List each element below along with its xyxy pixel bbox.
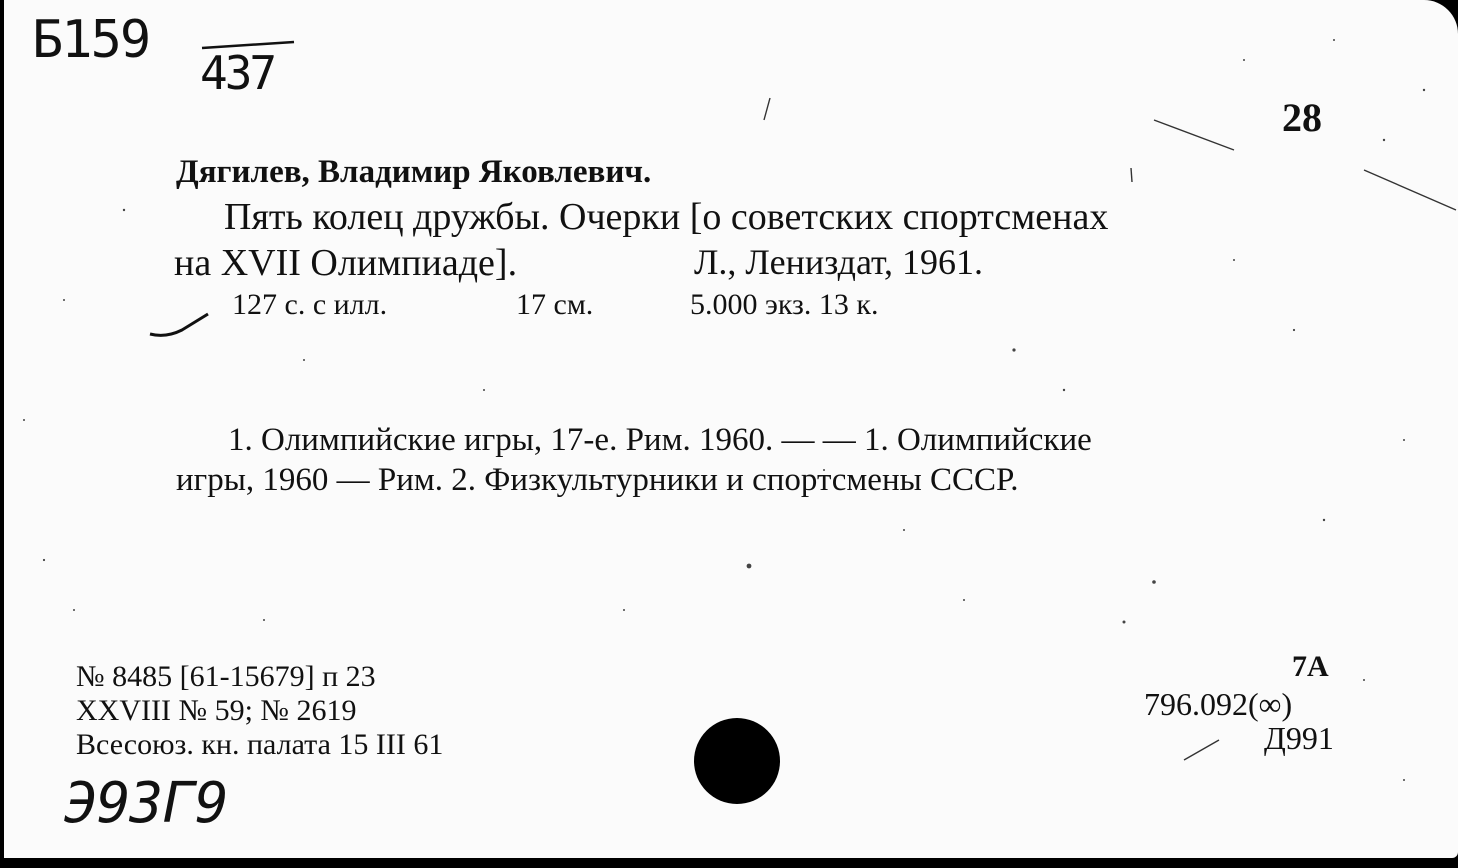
title-line-1: Пять колец дружбы. Очерки [о советских спортсменах <box>224 196 1109 238</box>
card-number: 28 <box>1282 95 1322 140</box>
punch-hole <box>694 718 780 804</box>
handwritten-shelf-code: Б159 <box>32 10 150 70</box>
handwritten-inventory-code: Э93Г9 <box>64 771 228 836</box>
check-mark <box>146 304 216 344</box>
publisher-line: Л., Лениздат, 1961. <box>694 242 984 282</box>
udc-code: 796.092(∞) <box>1144 686 1293 722</box>
registry-line-2: XXVIII № 59; № 2619 <box>76 694 357 727</box>
registry-line-3: Всесоюз. кн. палата 15 III 61 <box>76 728 444 761</box>
handwritten-number: 437 <box>200 46 275 100</box>
pages-info: 127 с. с илл. <box>232 288 388 321</box>
subject-tracings-line-1: 1. Олимпийские игры, 17-е. Рим. 1960. — — 1. Олимпийские <box>228 422 1092 458</box>
subject-tracings-line-2: игры, 1960 — Рим. 2. Физкультурники и спортсмены СССР. <box>176 462 1019 498</box>
classification-index: 7А <box>1292 650 1329 683</box>
size-info: 17 см. <box>516 288 594 321</box>
author-heading: Дягилев, Владимир Яковлевич. <box>176 154 652 190</box>
registry-line-1: № 8485 [61-15679] п 23 <box>76 660 376 693</box>
catalog-card <box>4 0 1458 858</box>
print-run-info: 5.000 экз. 13 к. <box>690 288 879 321</box>
author-mark: Д991 <box>1264 720 1334 756</box>
title-line-2: на XVII Олимпиаде]. <box>174 242 518 284</box>
